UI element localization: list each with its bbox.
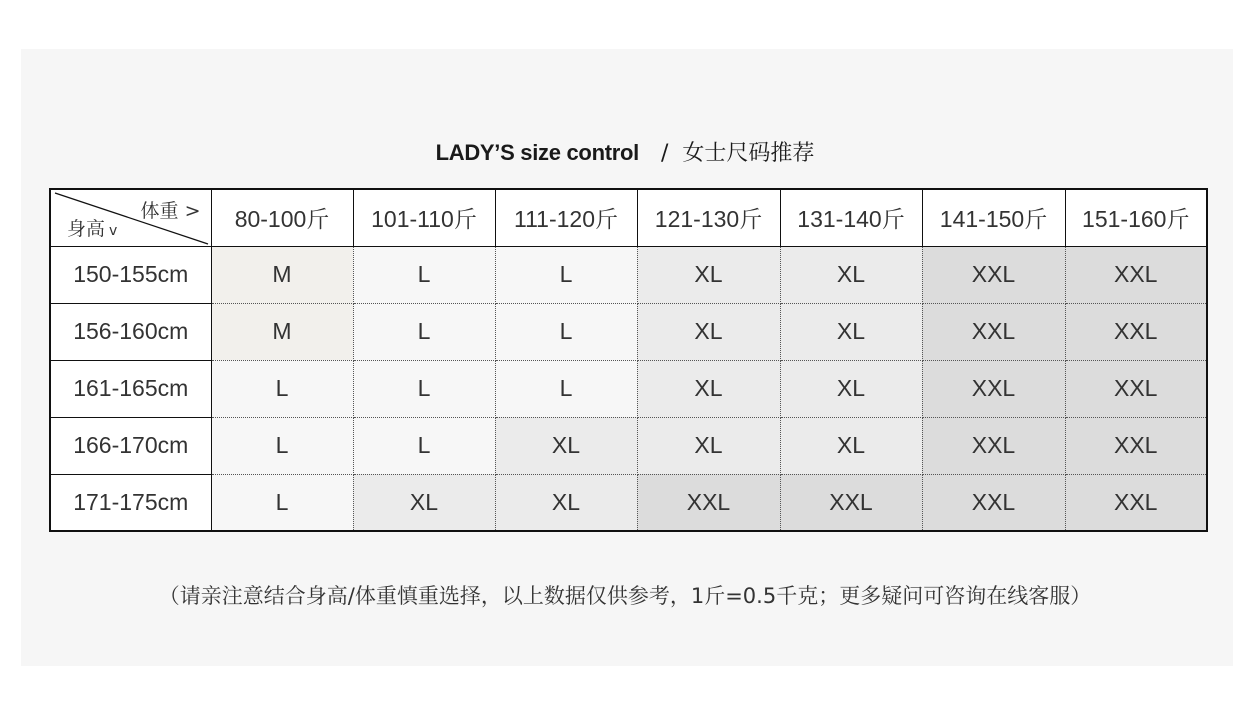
size-cell: L	[495, 303, 637, 360]
size-cell: XXL	[922, 360, 1065, 417]
size-cell: L	[211, 360, 353, 417]
table-row	[50, 303, 1207, 360]
size-table	[49, 188, 1208, 532]
down-arrow-icon: v	[109, 222, 118, 239]
size-cell: XL	[637, 246, 780, 303]
size-cell: L	[353, 360, 495, 417]
size-cell: XXL	[922, 417, 1065, 474]
weight-header: 101-110斤	[353, 189, 495, 246]
size-cell: XL	[780, 417, 922, 474]
height-header: 166-170cm	[50, 417, 211, 474]
corner-cell	[50, 189, 211, 246]
size-cell: L	[353, 303, 495, 360]
size-cell: XL	[495, 417, 637, 474]
size-cell: XXL	[1065, 417, 1207, 474]
table-row	[50, 360, 1207, 417]
page-title	[0, 136, 1250, 167]
size-cell: XL	[353, 474, 495, 531]
header-row	[50, 189, 1207, 246]
size-cell: XXL	[1065, 360, 1207, 417]
size-cell: L	[353, 246, 495, 303]
size-cell: XXL	[1065, 474, 1207, 531]
size-cell: XL	[637, 303, 780, 360]
size-cell: L	[211, 417, 353, 474]
title-separator: /	[660, 141, 669, 166]
size-cell: XXL	[1065, 303, 1207, 360]
weight-axis-label: 体重 >	[140, 200, 201, 222]
size-cell: XL	[780, 246, 922, 303]
size-cell: XL	[780, 360, 922, 417]
table-row	[50, 474, 1207, 531]
title-chinese: 女士尺码推荐	[682, 141, 815, 166]
height-header: 156-160cm	[50, 303, 211, 360]
size-cell: XXL	[637, 474, 780, 531]
title-english: LADY’S size control	[435, 140, 639, 165]
size-cell: XXL	[922, 474, 1065, 531]
table-row	[50, 417, 1207, 474]
size-cell: M	[211, 246, 353, 303]
weight-header: 131-140斤	[780, 189, 922, 246]
table-row	[50, 246, 1207, 303]
weight-header: 151-160斤	[1065, 189, 1207, 246]
size-cell: XL	[637, 417, 780, 474]
size-cell: L	[353, 417, 495, 474]
height-header: 161-165cm	[50, 360, 211, 417]
size-cell: XXL	[922, 303, 1065, 360]
weight-header: 80-100斤	[211, 189, 353, 246]
size-cell: M	[211, 303, 353, 360]
size-cell: XXL	[780, 474, 922, 531]
size-cell: L	[495, 360, 637, 417]
height-label-text: 身高	[67, 217, 106, 240]
height-axis-label	[67, 214, 117, 241]
weight-header: 111-120斤	[495, 189, 637, 246]
size-cell: XXL	[1065, 246, 1207, 303]
size-cell: XL	[637, 360, 780, 417]
size-cell: L	[495, 246, 637, 303]
weight-header: 121-130斤	[637, 189, 780, 246]
size-cell: XL	[495, 474, 637, 531]
size-cell: XL	[780, 303, 922, 360]
footnote: （请亲注意结合身高/体重慎重选择，以上数据仅供参考，1斤=0.5千克；更多疑问可咨询在线客服）	[158, 584, 1092, 608]
size-cell: XXL	[922, 246, 1065, 303]
height-header: 171-175cm	[50, 474, 211, 531]
height-header: 150-155cm	[50, 246, 211, 303]
size-cell: L	[211, 474, 353, 531]
weight-header: 141-150斤	[922, 189, 1065, 246]
